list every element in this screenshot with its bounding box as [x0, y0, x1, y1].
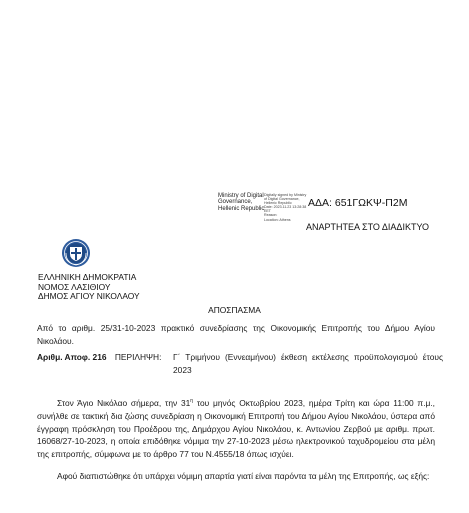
signer-line: Hellenic Republic [218, 205, 265, 212]
quorum-paragraph: Αφού διαπιστώθηκε ότι υπάρχει νόμιμη απαρτία γιατί είναι παρόντα τα μέλη της Επιτροπής, ως εξής: [57, 471, 430, 481]
authority-line-prefecture: ΝΟΜΟΣ ΛΑΣΙΘΙΟΥ [38, 281, 111, 292]
decision-number: Αριθμ. Αποφ. 216 [37, 352, 107, 362]
authority-line-republic: ΕΛΛΗΝΙΚΗ ΔΗΜΟΚΡΑΤΙΑ [38, 272, 137, 282]
greek-coat-of-arms-icon [61, 238, 91, 268]
summary-label: ΠΕΡΙΛΗΨΗ: [114, 352, 162, 362]
signature-detail-line: Hellenic Republic [264, 201, 292, 206]
signature-detail-line: Location: Athens [264, 217, 291, 222]
meeting-text-start: Στον Άγιο Νικόλαο σήμερα, την 31 [57, 398, 191, 408]
meeting-paragraph [37, 397, 435, 461]
signer-line: Ministry of Digital [218, 193, 264, 199]
authority-line-municipality: ΔΗΜΟΣ ΑΓΙΟΥ ΝΙΚΟΛΑΟΥ [38, 291, 140, 302]
intro-paragraph: Από το αριθμ. 25/31-10-2023 πρακτικό συνεδρίασης της Οικονομικής Επιτροπής του Δήμου Αγίου Νικολάου. [37, 323, 435, 346]
authority-heading [38, 273, 140, 302]
posted-online-label: ΑΝΑΡΤΗΤΕΑ ΣΤΟ ΔΙΑΔΙΚΤΥΟ [306, 222, 429, 232]
signature-detail-line: Digitally signed by Ministry [264, 193, 307, 197]
signature-detail-line: of Digital Governance, [264, 197, 300, 202]
ada-code: ΑΔΑ: 651ΓΩΚΨ-Π2Μ [308, 197, 408, 209]
summary-text: Γ΄ Τριμήνου (Εννεαμήνου) έκθεση εκτέλεσης προϋπολογισμού έτους 2023 [173, 352, 443, 375]
signature-detail-line: Date: 2023.11.23 13:28:38 [264, 205, 307, 210]
ordinal-superscript: η [190, 398, 194, 405]
signature-detail-line: EET [264, 209, 271, 214]
excerpt-title: ΑΠΟΣΠΑΣΜΑ [208, 305, 261, 315]
digital-signature-details [264, 193, 314, 222]
signer-line: Governance, [218, 199, 253, 206]
meeting-text-rest: του μηνός Οκτωβρίου 2023, ημέρα Τρίτη και ώρα 11:00 π.μ., συνήλθε σε τακτική δια ζώσης συνεδρίαση η Οικονομική Επιτροπή του Δήμου Αγίου Νικολάου, ύστερα από έγγραφη πρόσκληση του Προέδρου της, Δημάρχου Αγίου Νικολάου, κ. Αντωνίου Ζερβού με αριθμ. πρωτ. 16068/27-10-2023, η οποία επιδόθηκε νόμιμα την 27-10-2023 μέσω ηλεκτρονικού ταχυδρομείου στα μέλη της επιτροπής, σύμφωνα με το άρθρο 77 του Ν.4555/18 όπως ισχύει. [37, 398, 435, 460]
signature-detail-line: Reason: [264, 213, 278, 218]
